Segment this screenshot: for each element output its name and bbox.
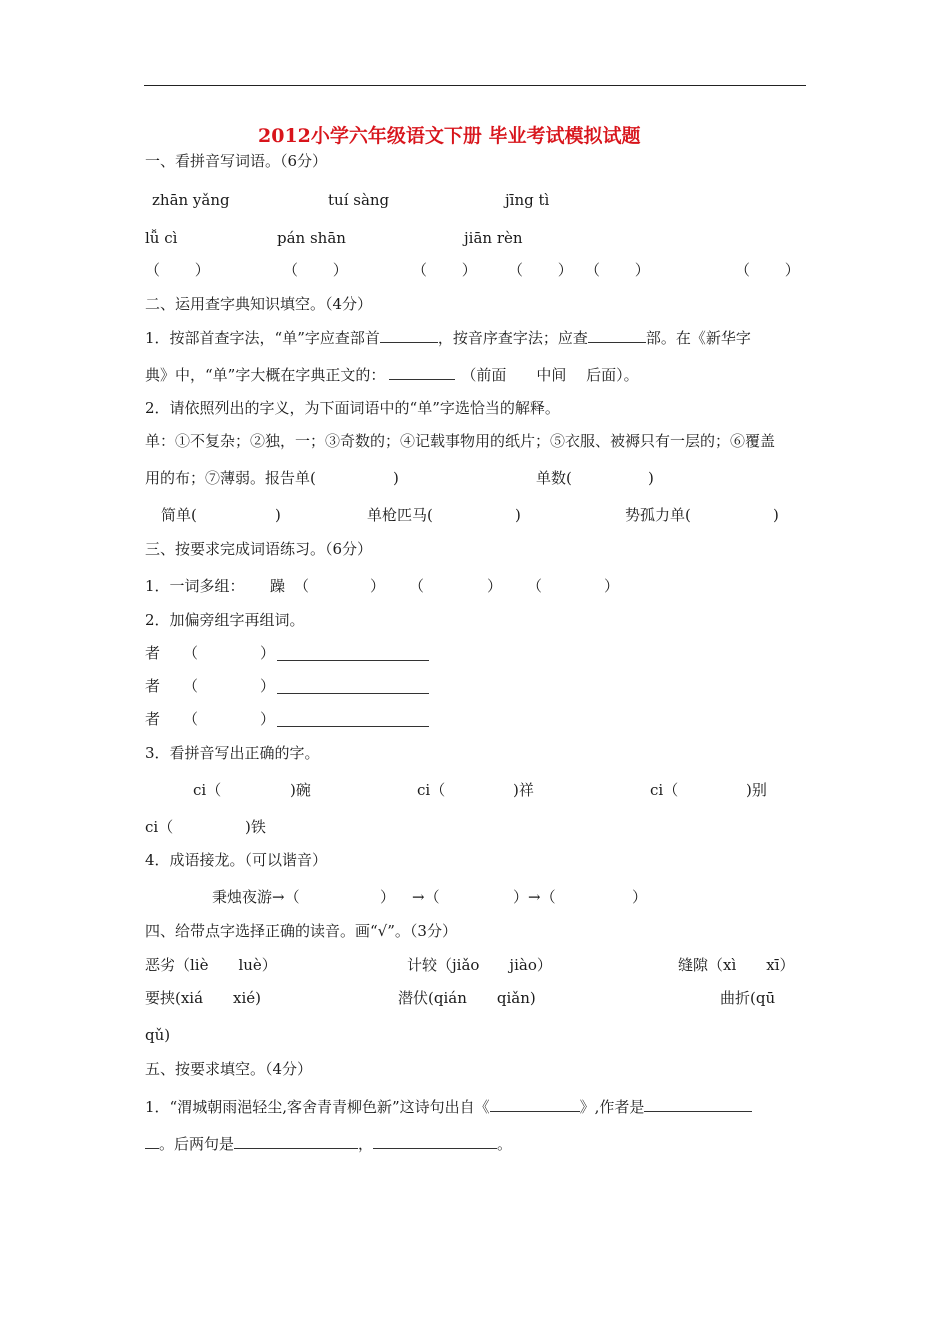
fill-blank[interactable]: [277, 646, 429, 661]
paren-close: ): [275, 506, 281, 524]
question-text: 》,作者是: [579, 1098, 645, 1116]
pinyin-item: ci（: [145, 818, 174, 836]
question-text: 1．一词多组：: [145, 577, 245, 595]
fill-blank[interactable]: [234, 1134, 358, 1149]
page-title: 2012小学六年级语文下册 毕业考试模拟试题: [258, 125, 641, 147]
word-item: 者: [145, 710, 161, 728]
word-item: )铁: [245, 818, 266, 836]
answer-blank[interactable]: （ ）: [735, 261, 800, 279]
word-item: 势孤力单(: [625, 506, 691, 524]
fill-blank[interactable]: [389, 365, 455, 380]
question-text: 2．加偏旁组字再组词。: [145, 611, 305, 629]
paren-close: ）: [604, 577, 620, 595]
reading-option[interactable]: 要挟(xiá xié): [145, 989, 262, 1007]
paren-close: ）: [260, 677, 276, 695]
answer-blank[interactable]: （: [183, 677, 199, 695]
word-item: )碗: [290, 781, 311, 799]
question-line: [145, 328, 751, 347]
reading-option[interactable]: 缝隙（xì xī）: [678, 956, 795, 974]
definitions: 单：①不复杂；②独，一；③奇数的；④记载事物用的纸片；⑤衣服、被褥只有一层的；⑥覆盖: [145, 432, 776, 450]
section-1-heading: 一、看拼音写词语。（6分）: [145, 152, 328, 170]
word-item: 单数(: [536, 469, 572, 487]
paren-close: ): [393, 469, 399, 487]
answer-blank[interactable]: （: [183, 710, 199, 728]
radical-row: [145, 677, 276, 695]
question-text: 1．“渭城朝雨浥轻尘,客舍青青柳色新”这诗句出自《: [145, 1098, 490, 1116]
fill-blank[interactable]: [380, 328, 438, 343]
word-item: 简单(: [161, 506, 197, 524]
word-item: )别: [746, 781, 767, 799]
section-4-heading: 四、给带点字选择正确的读音。画“√”。（3分）: [145, 922, 457, 940]
pinyin-item: ci（: [193, 781, 222, 799]
pinyin-item: lǚ cì: [145, 229, 178, 247]
paren-close: ）→（: [513, 888, 556, 906]
word-item: 躁: [270, 577, 286, 595]
answer-blank[interactable]: （: [294, 577, 310, 595]
answer-blank[interactable]: （ ）: [585, 261, 650, 279]
answer-blank[interactable]: （: [409, 577, 425, 595]
pinyin-item: ci（: [650, 781, 679, 799]
question-text: 2．请依照列出的字义，为下面词语中的“单”字选恰当的解释。: [145, 399, 560, 417]
idiom-chain-start: 秉烛夜游→（: [212, 888, 300, 906]
reading-option[interactable]: 计较（jiǎo jiào）: [407, 956, 552, 974]
paren-close: ）: [260, 644, 276, 662]
paren-close: ）: [632, 888, 648, 906]
pinyin-item: jiān rèn: [464, 229, 523, 247]
reading-option[interactable]: 潜伏(qián qiǎn): [398, 989, 536, 1007]
top-rule: [144, 85, 806, 86]
fill-blank[interactable]: [145, 1134, 159, 1149]
answer-blank[interactable]: （ ）: [412, 261, 477, 279]
question-text: ，按音序查字法；应查: [437, 329, 588, 347]
word-item: 单枪匹马(: [367, 506, 433, 524]
pinyin-item: pán shān: [277, 229, 346, 247]
question-line: [145, 1097, 752, 1116]
answer-blank[interactable]: （ ）: [283, 261, 348, 279]
reading-option[interactable]: qǔ): [145, 1026, 171, 1044]
pinyin-item: zhān yǎng: [152, 191, 230, 209]
fill-blank[interactable]: [277, 712, 429, 727]
question-line: [145, 365, 639, 384]
fill-blank[interactable]: [373, 1134, 497, 1149]
pinyin-item: tuí sàng: [328, 191, 390, 209]
question-text: 1．按部首查字法，“单”字应查部首: [145, 329, 380, 347]
question-text: 部。在《新华字: [645, 329, 751, 347]
question-text: ，: [358, 1135, 374, 1153]
pinyin-item: jīng tì: [505, 191, 550, 209]
fill-blank[interactable]: [588, 328, 646, 343]
radical-row: [145, 644, 276, 662]
paren-close: ): [773, 506, 779, 524]
question-line: [145, 1134, 512, 1153]
word-item: )祥: [513, 781, 534, 799]
question-text: 3．看拼音写出正确的字。: [145, 744, 320, 762]
fill-blank[interactable]: [644, 1097, 752, 1112]
section-2-heading: 二、运用查字典知识填空。（4分）: [145, 295, 373, 313]
idiom-chain-step: →（: [412, 888, 440, 906]
paren-close: ）: [370, 577, 386, 595]
question-text: 。后两句是: [159, 1135, 235, 1153]
answer-blank[interactable]: （: [183, 644, 199, 662]
answer-blank[interactable]: （ ）: [508, 261, 573, 279]
question-text: （前面 中间 后面）。: [461, 366, 639, 384]
paren-close: ): [648, 469, 654, 487]
pinyin-item: ci（: [417, 781, 446, 799]
reading-option[interactable]: 曲折(qū: [720, 989, 776, 1007]
paren-close: ）: [487, 577, 503, 595]
section-3-heading: 三、按要求完成词语练习。（6分）: [145, 540, 373, 558]
radical-row: [145, 710, 276, 728]
question-text: 。: [497, 1135, 513, 1153]
fill-blank[interactable]: [277, 679, 429, 694]
definitions: 用的布；⑦薄弱。报告单(: [145, 469, 316, 487]
question-text: 典》中，“单”字大概在字典正文的：: [145, 366, 386, 384]
paren-close: ）: [380, 888, 396, 906]
answer-blank[interactable]: （ ）: [145, 261, 210, 279]
section-5-heading: 五、按要求填空。（4分）: [145, 1060, 313, 1078]
word-item: 者: [145, 644, 161, 662]
fill-blank[interactable]: [490, 1097, 580, 1112]
question-text: 4．成语接龙。（可以谐音）: [145, 851, 328, 869]
paren-close: ): [515, 506, 521, 524]
answer-blank[interactable]: （: [527, 577, 543, 595]
reading-option[interactable]: 恶劣（liè luè）: [145, 956, 277, 974]
paren-close: ）: [260, 710, 276, 728]
word-item: 者: [145, 677, 161, 695]
